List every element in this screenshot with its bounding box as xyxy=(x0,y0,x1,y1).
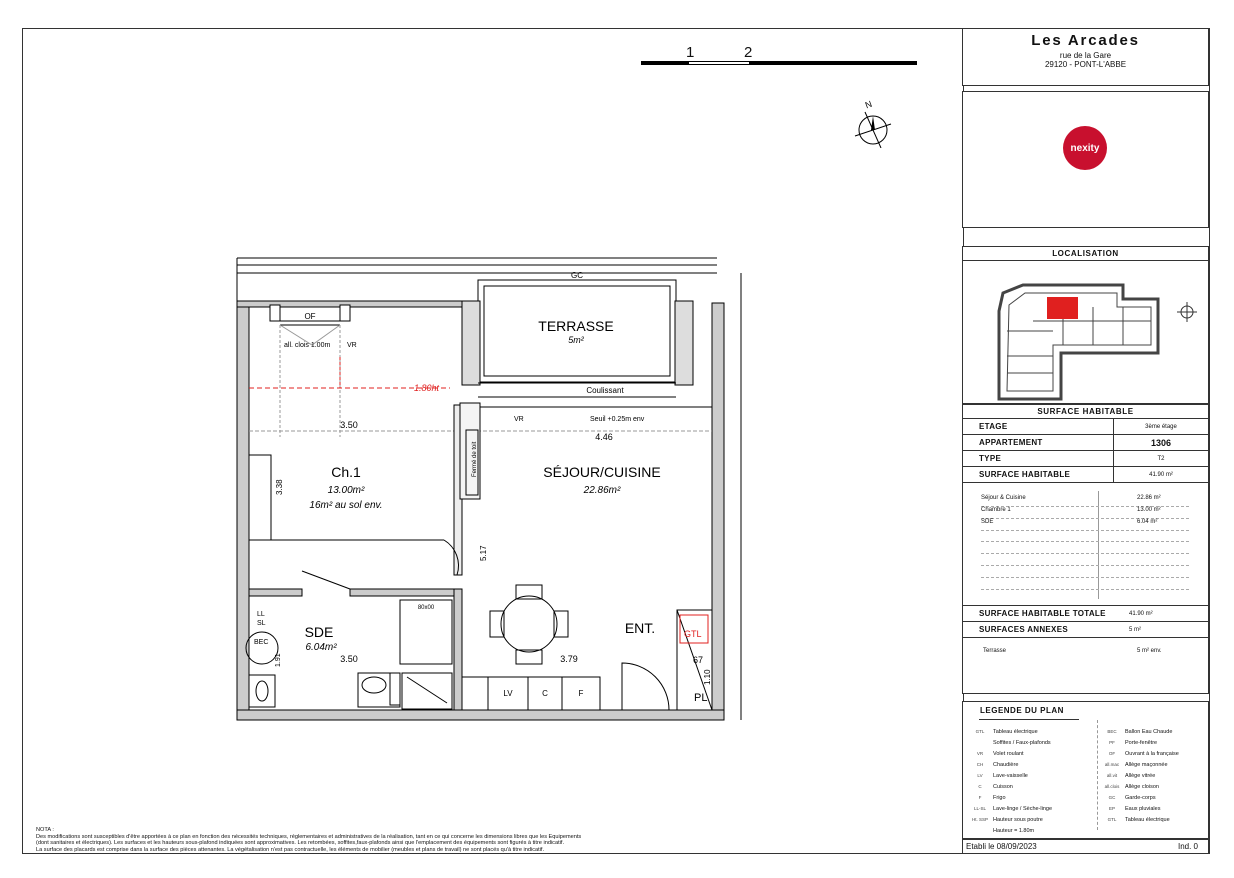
total-row xyxy=(963,606,1208,622)
scale-mark-1: 1 xyxy=(686,44,695,61)
north-compass-icon xyxy=(853,98,893,148)
surface-title: SURFACE HABITABLE xyxy=(963,404,1208,419)
index-label: Ind. 0 xyxy=(1177,842,1198,851)
project-name: Les Arcades xyxy=(1031,32,1140,49)
localisation-compass-icon xyxy=(1177,302,1197,322)
legend-item xyxy=(1099,737,1207,748)
plan-label-seuil: Seuil +0.25m env xyxy=(590,416,645,423)
legend-item xyxy=(1099,770,1207,781)
plan-label-lv: LV xyxy=(503,689,513,698)
nota-title: NOTA : xyxy=(36,827,54,833)
total-value: 41.90 m² xyxy=(1129,610,1153,617)
appartement-value: 1306 xyxy=(1150,437,1172,448)
annexes-label: SURFACES ANNEXES xyxy=(979,625,1068,634)
room-area-ch1: 13.00m² xyxy=(327,485,365,496)
plan-label-shower: 80x00 xyxy=(417,605,435,611)
legend-code: LV xyxy=(977,773,983,778)
legend-code: BEC xyxy=(1107,729,1117,734)
plan-label-gc: GC xyxy=(571,271,583,280)
legend-panel xyxy=(962,701,1209,839)
plan-dim-3-79: 3.79 xyxy=(560,654,578,664)
nexity-logo xyxy=(1063,126,1107,170)
plan-label-gtl: GTL xyxy=(684,629,702,639)
legend-label: Garde-corps xyxy=(1125,794,1156,801)
surface-row xyxy=(963,467,1208,483)
plan-label-vr1: VR xyxy=(347,342,357,349)
plan-label-c: C xyxy=(542,689,548,698)
legend-item xyxy=(1099,792,1207,803)
room-label-ch1: Ch.1 xyxy=(331,464,361,480)
plan-label-sl: SL xyxy=(257,620,266,627)
room-row: Chambre 1 13.00 m² xyxy=(981,507,1189,519)
legend-label: Volet roulant xyxy=(993,750,1024,757)
legend-label: Lave-linge / Sèche-linge xyxy=(993,805,1053,812)
legend-label: Porte-fenêtre xyxy=(1125,739,1158,746)
legend-code: C xyxy=(978,784,982,789)
legend-label: Soffites / Faux-plafonds xyxy=(993,739,1051,746)
legend-item xyxy=(1099,759,1207,770)
legend-code: GTL xyxy=(975,729,985,734)
legend-label: Allège vitrée xyxy=(1125,772,1156,779)
legend-item xyxy=(967,770,1097,781)
legend-label: Lave-vaisselle xyxy=(993,772,1028,779)
legend-code: GTL xyxy=(1107,817,1117,822)
plan-label-terrasse-area: 5m² xyxy=(568,335,584,345)
legend-item xyxy=(967,759,1097,770)
legend-label: Eaux pluviales xyxy=(1125,805,1161,812)
legend-item xyxy=(1099,803,1207,814)
room-table xyxy=(963,483,1208,606)
total-label: SURFACE HABITABLE TOTALE xyxy=(979,609,1106,618)
floor-plan xyxy=(232,255,752,725)
nexity-logo-text: nexity xyxy=(1070,142,1100,154)
plan-dim-3-38: 3.38 xyxy=(275,479,284,495)
legend-item xyxy=(1099,748,1207,759)
type-row xyxy=(963,451,1208,467)
room-label-ent: ENT. xyxy=(624,620,656,636)
room-row: SDE 6.04 m² xyxy=(981,519,1189,531)
type-value: T2 xyxy=(1157,455,1165,462)
legend-code: all.vit xyxy=(1106,773,1118,778)
plan-dim-67: 67 xyxy=(693,655,704,665)
logo-panel xyxy=(962,91,1209,228)
plan-label-vr2: VR xyxy=(514,416,524,423)
legend-label: Allège maçonnée xyxy=(1125,761,1168,768)
legend-label: Cuisson xyxy=(993,783,1013,790)
localisation-map xyxy=(963,261,1208,404)
legend-label: Chaudière xyxy=(993,761,1019,768)
room-label-sde: SDE xyxy=(304,624,334,640)
etage-value: 3ème étage xyxy=(1145,423,1177,430)
legend-code: VR xyxy=(976,751,984,756)
legend-right-list xyxy=(1099,726,1207,825)
plan-label-of: OF xyxy=(304,312,316,321)
annexes-row xyxy=(963,622,1208,638)
apartment-highlight xyxy=(1047,297,1078,319)
plan-label-f: F xyxy=(578,689,584,698)
appartement-label: APPARTEMENT xyxy=(963,435,1114,450)
legend-code: GC xyxy=(1108,795,1116,800)
nota-block xyxy=(36,827,856,853)
legend-code: Ht. SSP xyxy=(971,817,988,822)
footer-bar xyxy=(962,839,1209,854)
legend-label: Tableau électrique xyxy=(993,728,1038,735)
legend-title: LEGENDE DU PLAN xyxy=(980,706,1064,715)
legend-item xyxy=(1099,814,1207,825)
room-row: Séjour & Cuisine 22.86 m² xyxy=(981,495,1189,507)
legend-label: Tableau électrique xyxy=(1125,816,1170,823)
plan-label-pl: PL xyxy=(694,692,708,704)
annex-item: Terrasse 5 m² env. xyxy=(983,648,1162,654)
legend-code: all.clois xyxy=(1104,784,1120,789)
legend-item xyxy=(967,825,1097,836)
plan-label-ll: LL xyxy=(257,611,265,618)
legend-code: CH xyxy=(976,762,984,767)
legend-label: Ouvrant à la française xyxy=(1125,750,1179,757)
room-area-sejour: 22.86m² xyxy=(583,485,621,496)
plan-dim-3-50a: 3.50 xyxy=(340,420,358,430)
surface-label: SURFACE HABITABLE xyxy=(963,467,1114,482)
etage-row xyxy=(963,419,1208,435)
legend-item xyxy=(967,781,1097,792)
legend-label: Allège cloison xyxy=(1125,783,1159,790)
plan-dim-4-46: 4.46 xyxy=(595,432,613,442)
plan-label-allclois: all. clois 1.00m xyxy=(284,342,331,349)
title-block xyxy=(962,28,1209,86)
annexes-value: 5 m² xyxy=(1129,626,1141,633)
plan-label-1-80ht: 1.80ht xyxy=(414,383,440,393)
legend-label: Hauteur sous poutre xyxy=(993,816,1043,823)
legend-code: OF xyxy=(1108,751,1116,756)
etage-label: ETAGE xyxy=(963,419,1114,434)
legend-item xyxy=(967,737,1097,748)
legend-item xyxy=(967,814,1097,825)
nota-line3: La surface des placards est comprise dans la surface des pièces attenantes. La végétalisation n'est pas contractuelle, les éléments de mobilier (meubles et plans de travail) ne sont placés qu'à titre indicatif. xyxy=(36,846,545,853)
scale-bar xyxy=(641,44,917,66)
plan-dim-1-91: 1.91 xyxy=(275,653,282,667)
nota-line2: (dont sanitaires et électriques). Les surfaces et les hauteurs sous-plafond indiquées sont approximatives. Les retombées, soffites,faux-plafonds ainsi que l'emplacement des équipements sont figurés à titre indicatif. xyxy=(36,840,564,846)
scale-mark-2: 2 xyxy=(744,44,753,61)
project-address-line1: rue de la Gare xyxy=(1059,51,1112,60)
plan-label-gaine: Fermé de toit xyxy=(472,441,478,477)
nota-line1: Des modifications sont susceptibles d'être apportées à ce plan en fonction des nécessités techniques, réglementaires et administratives de la réalisation, tant en ce qui concerne les dimensions libres que les Equipements xyxy=(36,833,582,840)
plan-label-terrasse: TERRASSE xyxy=(538,318,614,334)
appartement-row xyxy=(963,435,1208,451)
type-label: TYPE xyxy=(963,451,1114,466)
legend-code: all.mac xyxy=(1104,762,1120,767)
legend-item xyxy=(967,726,1097,737)
surface-value: 41.90 m² xyxy=(1149,471,1173,478)
legend-item xyxy=(967,748,1097,759)
legend-item xyxy=(1099,726,1207,737)
plan-label-coulissant: Coulissant xyxy=(586,386,624,395)
legend-label: Hauteur = 1.80m xyxy=(993,827,1035,834)
legend-item xyxy=(1099,781,1207,792)
legend-label: Ballon Eau Chaude xyxy=(1125,728,1173,735)
legend-code: PF xyxy=(1109,740,1115,745)
room-note-ch1: 16m² au sol env. xyxy=(309,500,383,511)
legend-item xyxy=(967,792,1097,803)
plan-dim-5-17: 5.17 xyxy=(479,545,488,561)
room-label-sejour: SÉJOUR/CUISINE xyxy=(543,464,661,480)
legend-code: EP xyxy=(1108,806,1115,811)
plan-dim-1-10: 1.10 xyxy=(703,669,712,685)
info-panel xyxy=(962,246,1209,694)
project-address-line2: 29120 - PONT-L'ABBE xyxy=(1044,60,1127,69)
legend-item xyxy=(967,803,1097,814)
room-area-sde: 6.04m² xyxy=(305,642,337,653)
plan-label-bec: BEC xyxy=(254,639,269,646)
legend-code: F xyxy=(978,795,982,800)
compass-north-label: N xyxy=(863,98,874,111)
date-label: Etabli le 08/09/2023 xyxy=(966,842,1037,851)
plan-dim-3-50b: 3.50 xyxy=(340,654,358,664)
legend-label: Frigo xyxy=(993,794,1006,801)
localisation-title: LOCALISATION xyxy=(963,247,1208,261)
legend-left-list xyxy=(967,726,1097,836)
legend-code: LL-SL xyxy=(973,806,986,811)
